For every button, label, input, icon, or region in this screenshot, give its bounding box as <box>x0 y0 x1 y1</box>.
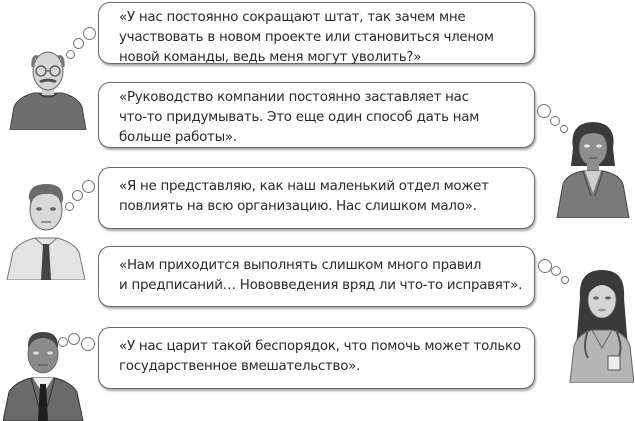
bubble-5-line-2: государственное вмешательство». <box>119 359 361 374</box>
bubble-1-line-2: участвовать в новом проекте или становиться членом <box>119 30 494 45</box>
nurse-illustration <box>568 268 634 383</box>
thought-bubble-2 <box>98 82 535 148</box>
bubble-2-line-3: больше работы». <box>119 130 237 145</box>
bubble-5-line-1: «У нас царит такой беспорядок, что помочь может только <box>119 339 521 354</box>
thought-bubble-1 <box>98 2 535 64</box>
bubble-3-line-1: «Я не представляю, как наш маленький отдел может <box>119 179 489 194</box>
thought-bubble-5 <box>98 327 535 389</box>
thought-bubble-3 <box>98 167 535 229</box>
older-man-glasses-illustration <box>8 45 88 130</box>
bubble-1-line-1: «У нас постоянно сокращают штат, так зачем мне <box>119 10 466 25</box>
man-in-suit-illustration <box>3 328 87 421</box>
bubble-2-line-1: «Руководство компании постоянно заставляет нас <box>119 90 469 105</box>
woman-in-suit-illustration <box>555 118 633 218</box>
thought-bubble-4 <box>98 246 535 307</box>
young-man-tie-illustration <box>5 180 87 280</box>
bubble-3-line-2: повлиять на всю организацию. Нас слишком мало». <box>119 199 477 214</box>
bubble-4-line-1: «Нам приходится выполнять слишком много правил <box>119 258 482 273</box>
bubble-4-line-2: и предписаний… Нововведения вряд ли что-то исправят». <box>119 278 523 293</box>
bubble-2-line-2: что-то придумывать. Это еще один способ дать нам <box>119 110 480 125</box>
bubble-1-line-3: новой команды, ведь меня могут уволить?» <box>119 50 422 65</box>
